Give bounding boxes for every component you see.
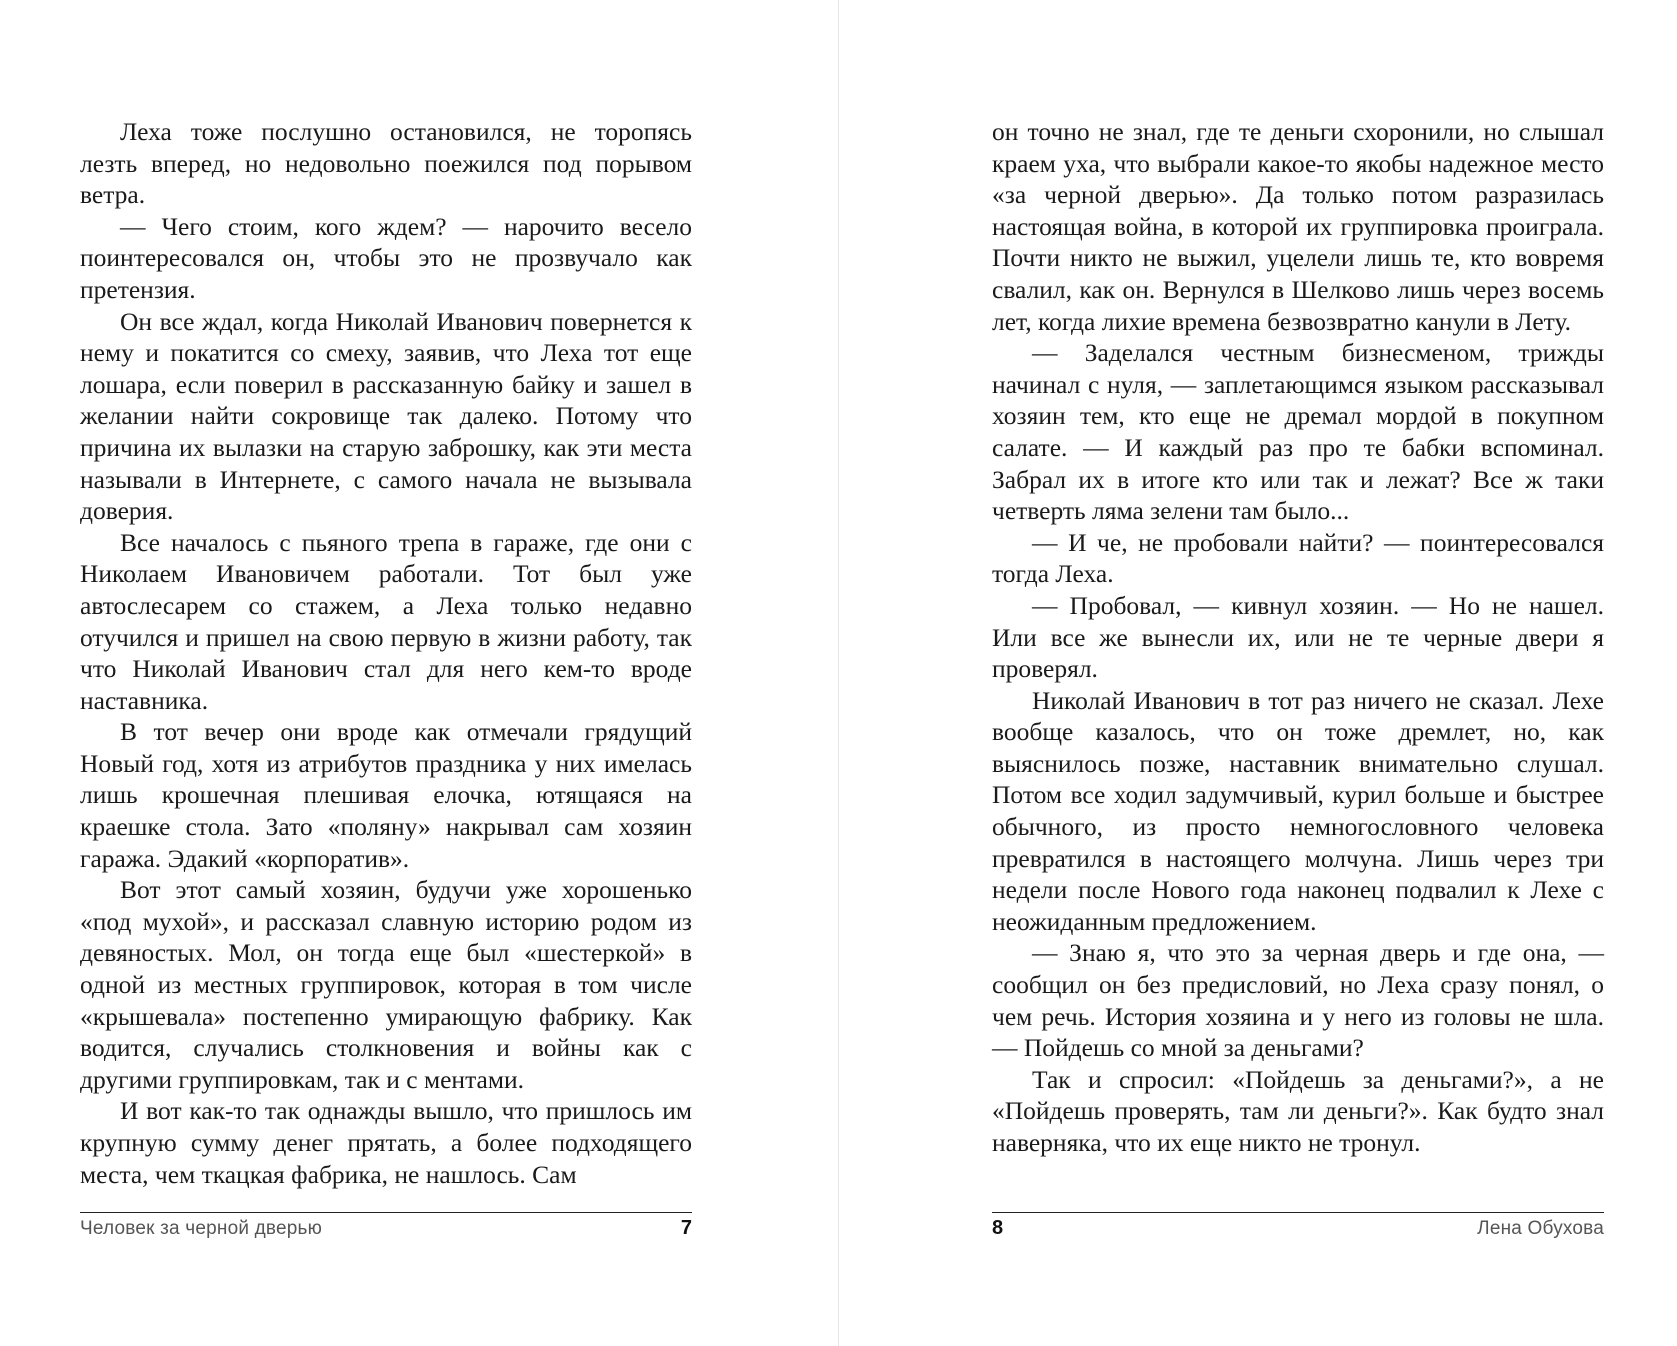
paragraph: Вот этот самый хозяин, будучи уже хорошенько «под мухой», и рассказал славную историю родом из девяностых. Мол, он тогда еще был «шестеркой» в одной из местных группировок, которая в том числе «крышевала» постепенно умирающую фабрику. Как водится, случались столкновения и войны как с другими группировкам, так и с ментами. xyxy=(80,875,692,1094)
paragraph: — Чего стоим, кого ждем? — нарочито весело поинтересовался он, чтобы это не прозвучало как претензия. xyxy=(80,211,692,304)
running-title-author: Лена Обухова xyxy=(1477,1218,1604,1239)
paragraph: Николай Иванович в тот раз ничего не сказал. Лехе вообще казалось, что он тоже дремлет, но, как выяснилось позже, наставник внимательно слушал. Потом все ходил задумчивый, курил больше и быстрее обычного, из просто немногословного человека превратился в настоящего молчуна. Лишь через три недели после Нового года наконец подвалил к Лехе с неожиданным предложением. xyxy=(992,685,1604,936)
right-page-text xyxy=(992,116,1604,1159)
footer-rule xyxy=(80,1212,692,1213)
paragraph: Все началось с пьяного трепа в гараже, где они с Николаем Ивановичем работали. Тот был уже автослесарем со стажем, а Леха только недавно отучился и пришел на свою первую в жизни работу, так что Николай Иванович стал для него кем-то вроде наставника. xyxy=(80,527,692,715)
paragraph: Он все ждал, когда Николай Иванович повернется к нему и покатится со смеху, заявив, что Леха тот еще лошара, если поверил в рассказанную байку и зашел в желании найти сокровище так далеко. Потому что причина их вылазки на старую заброшку, как эти места называли в Интернете, с самого начала не вызывала доверия. xyxy=(80,306,692,526)
left-page-text xyxy=(80,116,692,1190)
page-number-left: 7 xyxy=(680,1217,692,1239)
left-page xyxy=(0,0,838,1346)
paragraph: — И че, не пробовали найти? — поинтересовался тогда Леха. xyxy=(992,527,1604,589)
paragraph-continuation: он точно не знал, где те деньги схоронили, но слышал краем уха, что выбрали какое-то якобы надежное место «за черной дверью». Да только потом разразилась настоящая война, в которой их группировка проиграла. Почти никто не выжил, уцелели лишь те, кто вовремя свалил, как он. Вернулся в Шелково лишь через восемь лет, когда лихие времена безвозвратно канули в Лету. xyxy=(992,117,1604,336)
paragraph: — Заделался честным бизнесменом, трижды начинал с нуля, — заплетающимся языком рассказывал хозяин тем, кто еще не дремал мордой в покупном салате. — И каждый раз про те бабки вспоминал. Забрал их в итоге кто или так и лежат? Все ж таки четверть ляма зелени там было... xyxy=(992,338,1604,526)
right-page-footer xyxy=(992,1217,1604,1247)
paragraph: — Знаю я, что это за черная дверь и где она, — сообщил он без предисловий, но Леха сразу понял, о чем речь. История хозяина и у него из головы не шла. — Пойдешь со мной за деньгами? xyxy=(992,938,1604,1063)
footer-rule xyxy=(992,1212,1604,1213)
paragraph: — Пробовал, — кивнул хозяин. — Но не нашел. Или все же вынесли их, или не те черные двери я проверял. xyxy=(992,590,1604,684)
left-page-footer xyxy=(80,1217,692,1247)
paragraph: И вот как-то так однажды вышло, что пришлось им крупную сумму денег прятать, а более подходящего места, чем ткацкая фабрика, не нашлось. Сам xyxy=(80,1096,692,1189)
paragraph: Так и спросил: «Пойдешь за деньгами?», а не «Пойдешь проверять, там ли деньги?». Как будто знал наверняка, что их еще никто не тронул. xyxy=(992,1064,1604,1157)
running-title-book: Человек за черной дверью xyxy=(80,1218,323,1239)
right-page xyxy=(839,0,1677,1346)
paragraph: В тот вечер они вроде как отмечали грядущий Новый год, хотя из атрибутов праздника у них имелась лишь крошечная плешивая елочка, ютящаяся на краешке стола. Зато «поляну» накрывал сам хозяин гаража. Эдакий «корпоратив». xyxy=(80,717,692,873)
page-number-right: 8 xyxy=(992,1217,1004,1239)
paragraph: Леха тоже послушно остановился, не торопясь лезть вперед, но недовольно поежился под порывом ветра. xyxy=(80,117,692,210)
